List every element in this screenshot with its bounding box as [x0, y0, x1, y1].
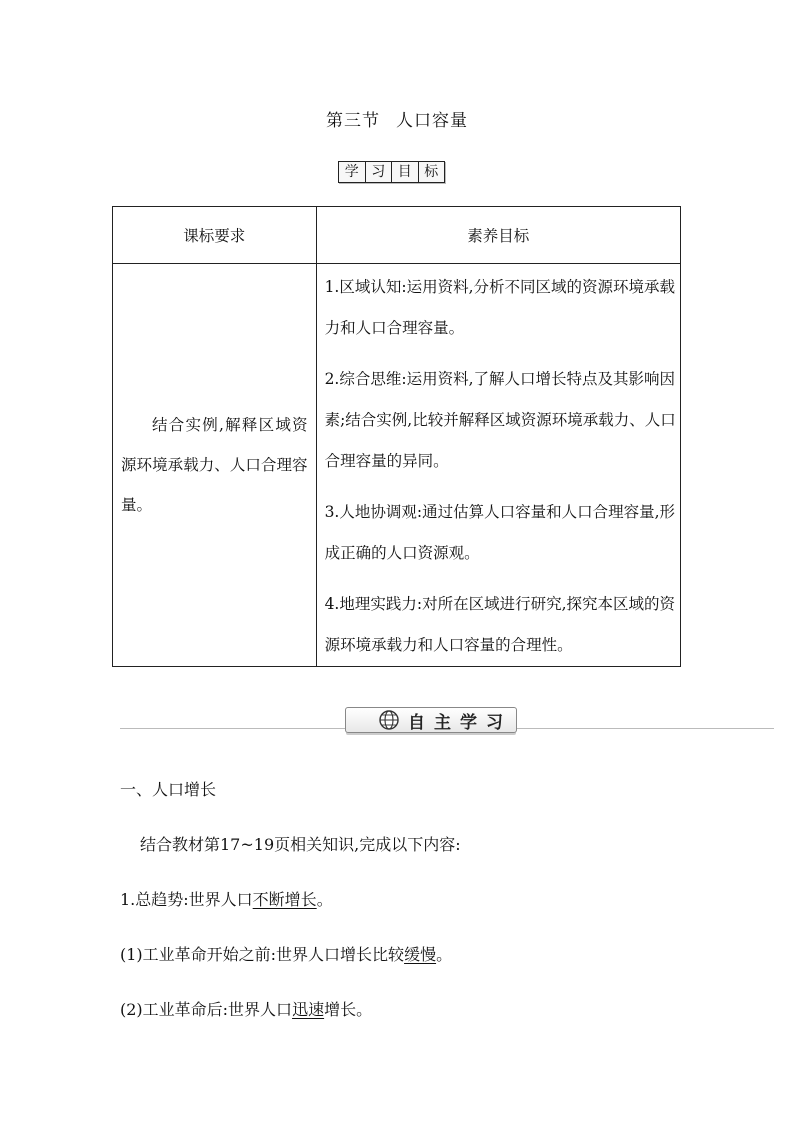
learning-goals-label — [338, 161, 444, 183]
goals-label-char: 目 — [391, 161, 419, 183]
item-text: (1)工业革命开始之前:世界人口增长比较 — [120, 945, 405, 964]
page-title — [0, 106, 794, 131]
item-text: 增长。 — [324, 1000, 373, 1019]
goals-label-char: 习 — [365, 161, 393, 183]
item-text: (2)工业革命后:世界人口 — [120, 1000, 293, 1019]
goals-label-char: 学 — [338, 161, 366, 183]
goals-label-char: 标 — [418, 161, 446, 183]
goals-table — [112, 206, 681, 667]
section-number: 第三节 — [326, 111, 380, 131]
intro-text: 结合教材第17~19页相关知识,完成以下内容: — [140, 835, 461, 854]
answer-underlined: 缓慢 — [404, 945, 437, 964]
header-curriculum-requirement: 课标要求 — [113, 207, 317, 264]
item-text: 。 — [436, 945, 453, 964]
globe-icon — [376, 709, 402, 731]
item-overall-trend — [120, 887, 333, 910]
section-heading: 一、人口增长 — [120, 780, 217, 799]
item-post-industrial — [120, 997, 372, 1020]
answer-underlined: 不断增长 — [252, 890, 317, 909]
section-name: 人口容量 — [396, 111, 468, 131]
item-text: 1.总趋势:世界人口 — [120, 890, 253, 909]
header-literacy-goals: 素养目标 — [316, 207, 680, 264]
self-study-banner — [345, 707, 517, 733]
goals-table-header-row — [113, 207, 681, 264]
goal-regional-cognition: 1.区域认知:运用资料,分析不同区域的资源环境承载力和人口合理容量。 — [324, 278, 676, 337]
goals-table-body-row — [113, 264, 681, 667]
answer-underlined: 迅速 — [292, 1000, 325, 1019]
goal-human-land-coordination: 3.人地协调观:通过估算人口容量和人口合理容量,形成正确的人口资源观。 — [324, 503, 676, 562]
banner-title: 自主学习 — [408, 712, 512, 733]
literacy-goals-cell — [316, 264, 680, 667]
item-text: 。 — [316, 890, 333, 909]
goal-geographic-practice: 4.地理实践力:对所在区域进行研究,探究本区域的资源环境承载力和人口容量的合理性。 — [324, 595, 676, 654]
curriculum-requirement-text: 结合实例,解释区域资源环境承载力、人口合理容量。 — [113, 264, 317, 667]
item-pre-industrial — [120, 942, 452, 965]
goal-integrated-thinking: 2.综合思维:运用资料,了解人口增长特点及其影响因素;结合实例,比较并解释区域资源环境承载力、人口合理容量的异同。 — [324, 370, 676, 470]
